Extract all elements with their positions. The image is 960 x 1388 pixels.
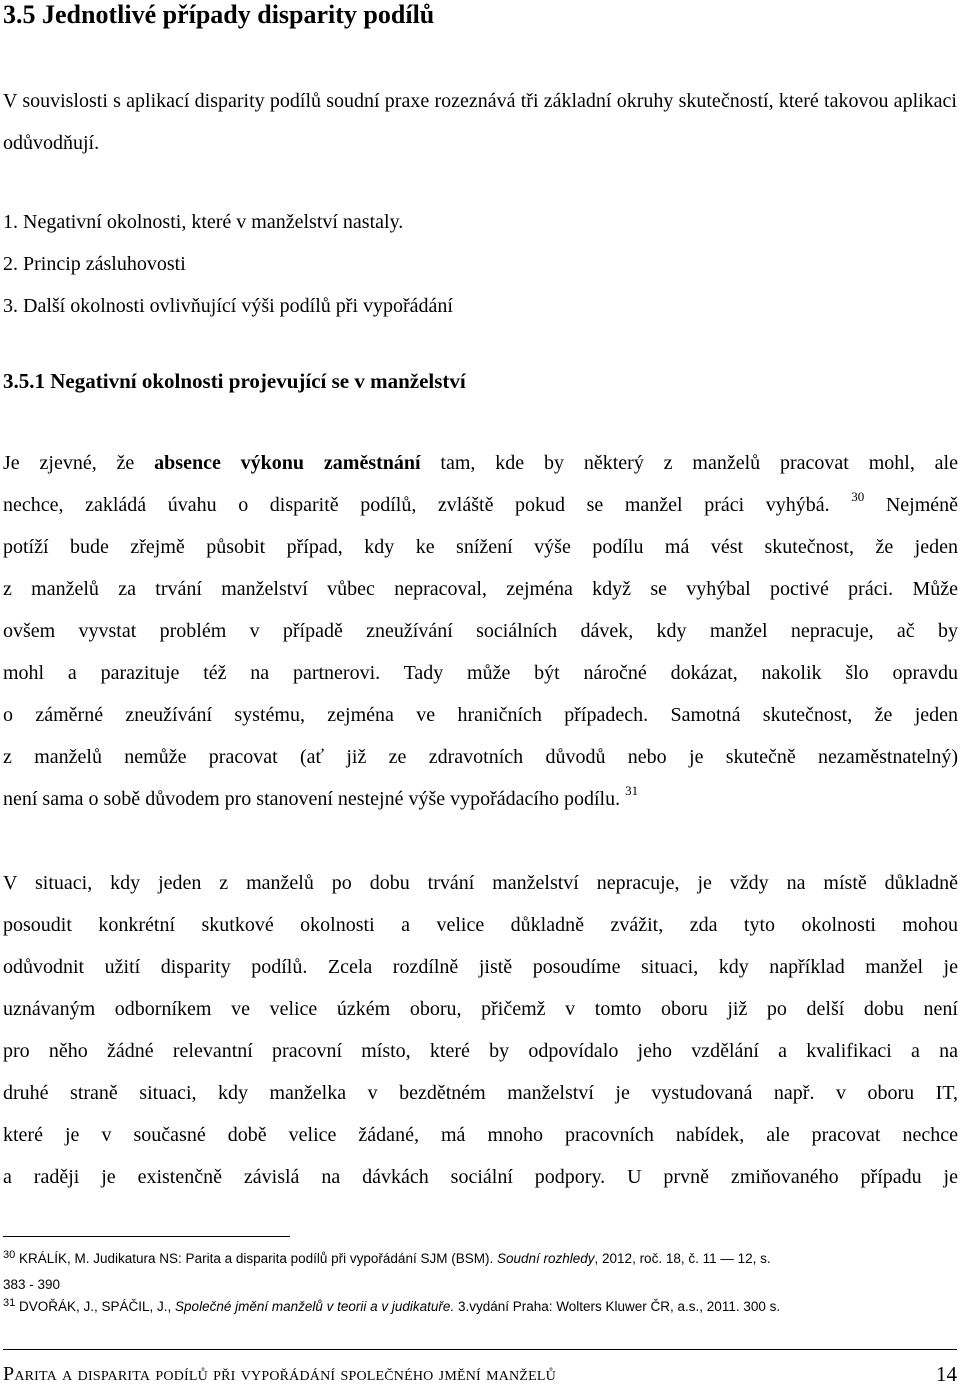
footnote-30 bbox=[3, 1248, 771, 1269]
list-item: 1. Negativní okolnosti, které v manželství nastaly. bbox=[3, 211, 404, 233]
text-line: V situaci, kdy jeden z manželů po dobu trvání manželství nepracuje, je vždy na místě důkladně bbox=[3, 872, 958, 894]
text-line: které je v současné době velice žádané, má mnoho pracovních nabídek, ale pracovat nechce bbox=[3, 1124, 958, 1146]
text-line bbox=[3, 778, 958, 820]
subsection-title: 3.5.1 Negativní okolnosti projevující se v manželství bbox=[3, 369, 466, 393]
text-line: a raději je existenčně závislá na dávkách sociální podpory. U prvně zmiňovaného případu je bbox=[3, 1166, 958, 1188]
text-line: ovšem vyvstat problém v případě zneužívání sociálních dávek, kdy manžel nepracuje, ač by bbox=[3, 620, 958, 642]
text-line bbox=[3, 484, 958, 526]
text-line bbox=[3, 442, 958, 484]
section-title: 3.5 Jednotlivé případy disparity podílů bbox=[3, 0, 435, 29]
footnote-italic: Společné jmění manželů v teorii a v judikatuře. bbox=[175, 1299, 455, 1314]
text-line: mohl a parazituje též na partnerovi. Tady může být náročné dokázat, nakolik šlo opravdu bbox=[3, 662, 958, 684]
text-line: posoudit konkrétní skutkové okolnosti a velice důkladně zvážit, zda tyto okolnosti mohou bbox=[3, 914, 958, 936]
footnote-text: , 2012, roč. 18, č. 11 — 12, s. bbox=[594, 1251, 771, 1266]
footer-separator bbox=[3, 1349, 957, 1350]
text-run: není sama o sobě důvodem pro stanovení nestejné výše vypořádacího podílu. bbox=[3, 788, 621, 810]
intro-paragraph: V souvislosti s aplikací disparity podílů soudní praxe rozeznává tři základní okruhy skutečností, které takovou aplikaci odůvodňují. bbox=[3, 90, 957, 154]
text-line: z manželů za trvání manželství vůbec nepracoval, zejména když se vyhýbal poctivé práci. Může bbox=[3, 578, 958, 600]
text-run: Je zjevné, že bbox=[3, 452, 155, 474]
text-line: odůvodnit užití disparity podílů. Zcela rozdílně jistě posoudíme situaci, kdy například manžel je bbox=[3, 956, 958, 978]
paragraph-negative-circumstances bbox=[3, 442, 958, 820]
bold-phrase: absence výkonu zaměstnání bbox=[154, 452, 421, 474]
text-line: pro něho žádné relevantní pracovní místo, které by odpovídalo jeho vzdělání a kvalifikaci a na bbox=[3, 1040, 958, 1062]
footnote-31 bbox=[3, 1296, 780, 1317]
running-footer-title bbox=[3, 1361, 556, 1387]
text-line: uznávaným odborníkem ve velice úzkém oboru, přičemž v tomto oboru již po delší dobu není bbox=[3, 998, 958, 1020]
text-line: z manželů nemůže pracovat (ať již ze zdravotních důvodů nebo je skutečně nezaměstnatelný) bbox=[3, 746, 958, 768]
footer-title-text: Parita a disparita podílů při vypořádání společného jmění manželů bbox=[3, 1363, 556, 1385]
footnote-text: DVOŘÁK, J., SPÁČIL, J., bbox=[15, 1299, 176, 1314]
text-line: o záměrné zneužívání systému, zejména ve hraničních případech. Samotná skutečnost, že jeden bbox=[3, 704, 958, 726]
footnote-text: 3.vydání Praha: Wolters Kluwer ČR, a.s., 2011. 300 s. bbox=[454, 1299, 781, 1314]
text-run: tam, kde by některý z manželů pracovat mohl, ale bbox=[420, 452, 958, 474]
footnote-number: 30 bbox=[3, 1248, 16, 1261]
footnote-ref-31[interactable]: 31 bbox=[625, 783, 639, 799]
footnote-text: KRÁLÍK, M. Judikatura NS: Parita a disparita podílů při vypořádání SJM (BSM). bbox=[15, 1251, 497, 1266]
text-line: druhé straně situaci, kdy manželka v bezdětném manželství je vystudovaná např. v oboru IT, bbox=[3, 1082, 958, 1104]
list-item: 3. Další okolnosti ovlivňující výši podílů při vypořádání bbox=[3, 295, 453, 317]
topic-list bbox=[3, 201, 453, 327]
text-line: potíží bude zřejmě působit případ, kdy ke snížení výše podílu má vést skutečnost, že jeden bbox=[3, 536, 958, 558]
footnote-number: 31 bbox=[3, 1296, 16, 1309]
text-run: Nejméně bbox=[864, 494, 959, 516]
list-item: 2. Princip zásluhovosti bbox=[3, 253, 186, 275]
footnote-separator bbox=[3, 1236, 290, 1237]
paragraph-situation bbox=[3, 862, 958, 1198]
text-run: nechce, zakládá úvahu o disparitě podílů, zvláště pokud se manžel práci vyhýbá. bbox=[3, 494, 830, 516]
footnote-italic: Soudní rozhledy bbox=[496, 1251, 595, 1266]
footnote-30-continued: 383 - 390 bbox=[3, 1277, 61, 1292]
page-number: 14 bbox=[936, 1362, 957, 1386]
footnote-ref-30[interactable]: 30 bbox=[851, 489, 865, 505]
